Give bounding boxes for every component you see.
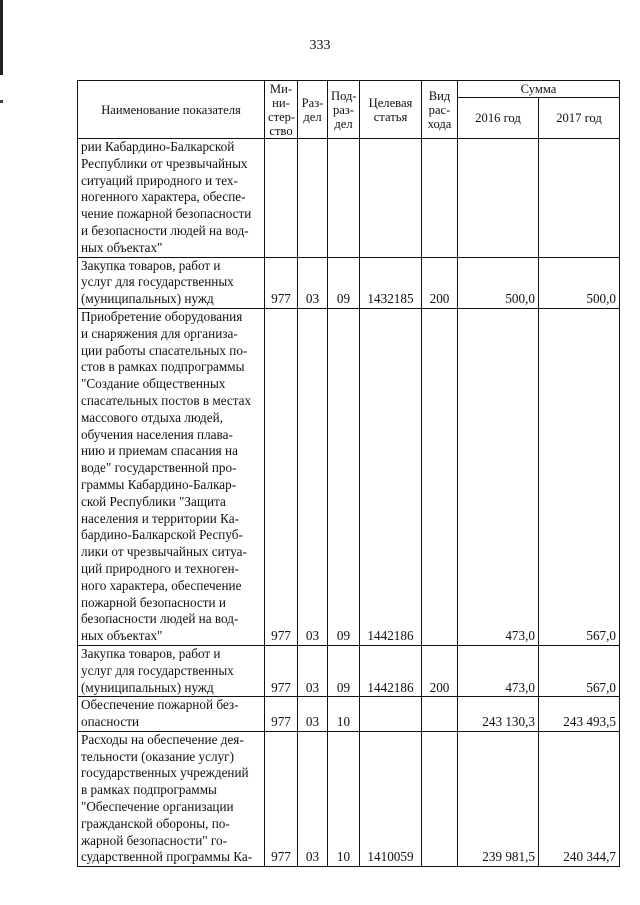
row-section: 03	[298, 731, 328, 866]
row-name: Приобретение оборудования и снаряжения для организа- ции работы спасательных по- стов в рамках подпрограммы "Создание общественных спасательных постов в местах массового отдыха людей, обучения населения плава- нию и приемам спасания на воде" государственной про- граммы Кабардино-Балкар- ской Республики "Защита населения и территории Ка- бардино-Балкарской Респуб- лики от чрезвычайных ситуа- ций природного и техноген- ного характера, обеспечение пожарной безопасности и безопасности людей на вод- ных объектах"	[78, 308, 265, 645]
header-sum: Сумма	[458, 81, 620, 98]
row-ministry: 977	[265, 697, 298, 732]
row-sum-2017: 567,0	[539, 308, 620, 645]
row-name: Закупка товаров, работ и услуг для государственных (муниципальных) нужд	[78, 645, 265, 696]
header-ministry	[265, 81, 298, 139]
row-ministry: 977	[265, 731, 298, 866]
row-sum-2016: 500,0	[458, 257, 539, 308]
row-type	[422, 308, 458, 645]
header-subsection-text: Под- раз- дел	[331, 88, 357, 131]
table-row	[78, 645, 620, 696]
header-year-2016: 2016 год	[458, 98, 539, 139]
table-header	[78, 81, 620, 139]
row-target: 1442186	[360, 308, 422, 645]
row-type	[422, 139, 458, 258]
table-row	[78, 139, 620, 258]
row-type	[422, 731, 458, 866]
row-target: 1432185	[360, 257, 422, 308]
row-name: Обеспечение пожарной без- опасности	[78, 697, 265, 732]
header-section	[298, 81, 328, 139]
scan-dot-mark	[0, 100, 3, 103]
page-number: 333	[309, 38, 331, 53]
row-target	[360, 139, 422, 258]
row-subsection: 10	[328, 697, 360, 732]
row-subsection	[328, 139, 360, 258]
row-name: Закупка товаров, работ и услуг для государственных (муниципальных) нужд	[78, 257, 265, 308]
header-expense-type	[422, 81, 458, 139]
row-subsection: 09	[328, 257, 360, 308]
row-target: 1442186	[360, 645, 422, 696]
row-target	[360, 697, 422, 732]
budget-table	[77, 80, 620, 867]
row-section	[298, 139, 328, 258]
row-sum-2016: 239 981,5	[458, 731, 539, 866]
table-row	[78, 731, 620, 866]
row-type: 200	[422, 645, 458, 696]
row-sum-2016: 473,0	[458, 645, 539, 696]
header-row-top	[78, 81, 620, 98]
header-expense-type-text: Вид рас- хода	[427, 88, 452, 131]
header-ministry-text: Ми- ни- стер- ство	[268, 81, 296, 138]
table-body	[78, 139, 620, 867]
row-sum-2016: 243 130,3	[458, 697, 539, 732]
row-sum-2016: 473,0	[458, 308, 539, 645]
row-sum-2017: 240 344,7	[539, 731, 620, 866]
table-row	[78, 697, 620, 732]
header-target	[360, 81, 422, 139]
header-subsection	[328, 81, 360, 139]
row-ministry	[265, 139, 298, 258]
header-section-text: Раз- дел	[301, 95, 324, 124]
row-sum-2017: 243 493,5	[539, 697, 620, 732]
row-section: 03	[298, 697, 328, 732]
row-section: 03	[298, 308, 328, 645]
row-subsection: 09	[328, 308, 360, 645]
row-subsection: 10	[328, 731, 360, 866]
header-target-text: Целевая статья	[368, 95, 413, 124]
row-name: рии Кабардино-Балкарской Республики от чрезвычайных ситуаций природного и тех- ногенного характера, обеспе- чение пожарной безопасности и безопасности людей на вод- ных объектах"	[78, 139, 265, 258]
row-subsection: 09	[328, 645, 360, 696]
table-row	[78, 257, 620, 308]
row-sum-2017: 567,0	[539, 645, 620, 696]
row-target: 1410059	[360, 731, 422, 866]
row-sum-2016	[458, 139, 539, 258]
row-name: Расходы на обеспечение дея- тельности (оказание услуг) государственных учреждений в рамках подпрограммы "Обеспечение организации гражданской обороны, по- жарной безопасности" го- сударственной программы Ка-	[78, 731, 265, 866]
row-sum-2017: 500,0	[539, 257, 620, 308]
row-section: 03	[298, 257, 328, 308]
row-ministry: 977	[265, 257, 298, 308]
row-type: 200	[422, 257, 458, 308]
row-type	[422, 697, 458, 732]
row-sum-2017	[539, 139, 620, 258]
row-ministry: 977	[265, 308, 298, 645]
header-name: Наименование показателя	[78, 81, 265, 139]
table-row	[78, 308, 620, 645]
header-year-2017: 2017 год	[539, 98, 620, 139]
row-ministry: 977	[265, 645, 298, 696]
row-section: 03	[298, 645, 328, 696]
